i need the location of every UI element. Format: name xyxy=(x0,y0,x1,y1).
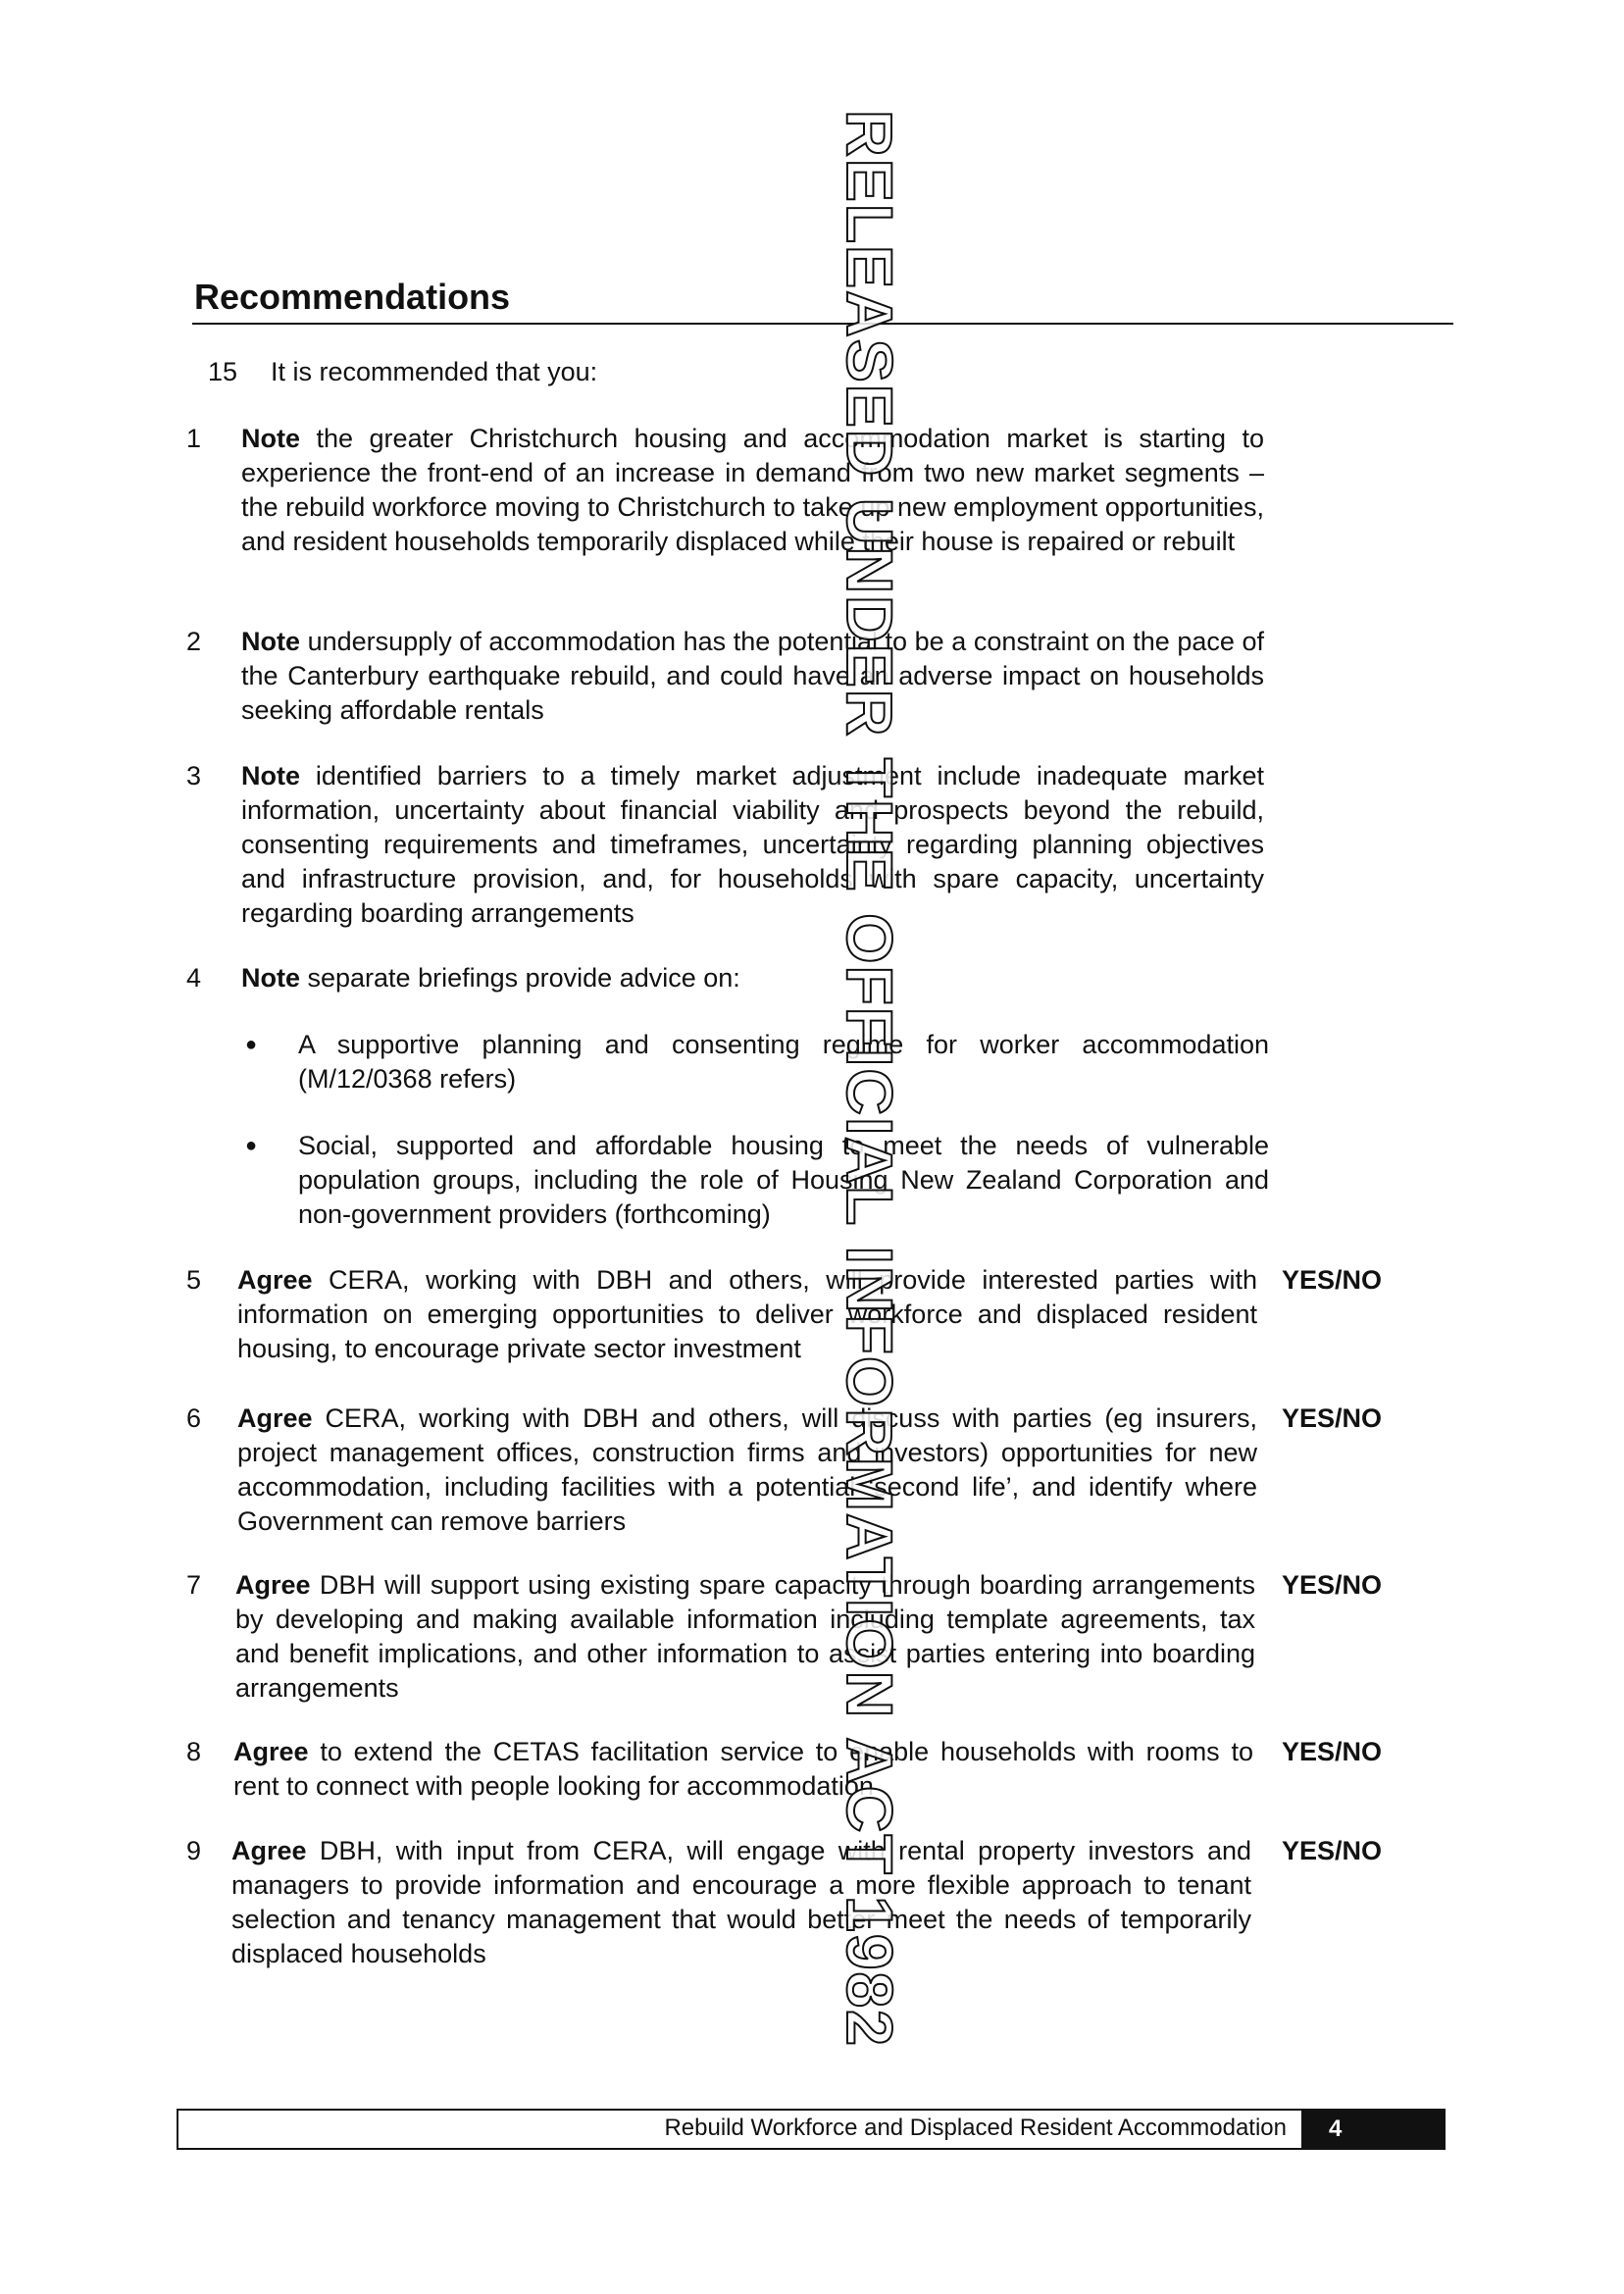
item-number: 1 xyxy=(186,424,202,453)
section-heading: Recommendations xyxy=(194,277,511,317)
decision-yes-no[interactable]: YES/NO xyxy=(1282,1836,1383,1865)
intro-number: 15 xyxy=(208,357,238,386)
item-verb: Agree xyxy=(233,1737,309,1766)
bullet-icon: ● xyxy=(245,1034,258,1055)
item-number: 5 xyxy=(186,1265,202,1295)
heading-rule xyxy=(192,323,1453,325)
page-number: 4 xyxy=(1329,2116,1343,2142)
item-verb: Note xyxy=(241,963,300,993)
item-text: CERA, working with DBH and others, will provide interested parties with information on emerging opportunities to deliver workforce and displaced resident housing, to encourage private sector investment xyxy=(237,1265,1257,1363)
item-text: identified barriers to a timely market adjustment include inadequate market information, uncertainty about financial viability and prospects beyond the rebuild, consenting requirements and timeframes, uncertainty regarding planning objectives and infrastructure provision, and, for households with spare capacity, uncertainty regarding boarding arrangements xyxy=(241,761,1264,928)
decision-yes-no[interactable]: YES/NO xyxy=(1282,1403,1383,1433)
item-number: 3 xyxy=(186,761,202,790)
item-text: DBH will support using existing spare capacity through boarding arrangements by developing and making available information including template agreements, tax and benefit implications, and other information to assist parties entering into boarding arrangements xyxy=(235,1570,1255,1703)
item-number: 8 xyxy=(186,1737,202,1766)
bullet-icon: ● xyxy=(245,1135,258,1156)
item-verb: Agree xyxy=(235,1570,311,1600)
item-verb: Agree xyxy=(231,1836,307,1865)
item-text: undersupply of accommodation has the potential to be a constraint on the pace of the Canterbury earthquake rebuild, and could have an adverse impact on households seeking affordable rentals xyxy=(241,627,1264,725)
item-number: 2 xyxy=(186,627,202,656)
item-text: DBH, with input from CERA, will engage with rental property investors and managers to provide information and encourage a more flexible approach to tenant selection and tenancy management that would better meet the needs of temporarily displaced households xyxy=(231,1836,1251,1968)
bullet-text: A supportive planning and consenting regime for worker accommodation (M/12/0368 refers) xyxy=(298,1030,1269,1094)
item-verb: Agree xyxy=(237,1403,313,1433)
item-text: separate briefings provide advice on: xyxy=(300,963,740,993)
footer-title: Rebuild Workforce and Displaced Resident Accommodation xyxy=(664,2115,1287,2141)
decision-yes-no[interactable]: YES/NO xyxy=(1282,1737,1383,1766)
item-text: CERA, working with DBH and others, will discuss with parties (eg insurers, project management offices, construction firms and investors) opportunities for new accommodation, including facilities with a potential ‘second life’, and identify where Government can remove barriers xyxy=(237,1403,1257,1536)
item-verb: Note xyxy=(241,424,300,453)
bullet-text: Social, supported and affordable housing to meet the needs of vulnerable population groups, including the role of Housing New Zealand Corporation and non-government providers (forthcoming) xyxy=(298,1131,1269,1229)
page-number-box xyxy=(1301,2111,1444,2148)
item-verb: Note xyxy=(241,761,300,790)
item-number: 6 xyxy=(186,1403,202,1433)
release-stamp-watermark: RELEASED UNDER THE OFFICIAL INFORMATION ACT 1982 xyxy=(834,110,906,2048)
decision-yes-no[interactable]: YES/NO xyxy=(1282,1570,1383,1600)
item-text: to extend the CETAS facilitation service to enable households with rooms to rent to connect with people looking for accommodation xyxy=(233,1737,1253,1801)
item-verb: Agree xyxy=(237,1265,313,1295)
item-number: 9 xyxy=(186,1836,202,1865)
intro-text: It is recommended that you: xyxy=(271,357,598,386)
item-number: 7 xyxy=(186,1570,202,1600)
page-footer xyxy=(177,2109,1446,2150)
item-number: 4 xyxy=(186,963,202,993)
decision-yes-no[interactable]: YES/NO xyxy=(1282,1265,1383,1295)
item-text: the greater Christchurch housing and accommodation market is starting to experience the front-end of an increase in demand from two new market segments – the rebuild workforce moving to Christchurch to take up new employment opportunities, and resident households temporarily displaced while their house is repaired or rebuilt xyxy=(241,424,1264,556)
item-verb: Note xyxy=(241,627,300,656)
